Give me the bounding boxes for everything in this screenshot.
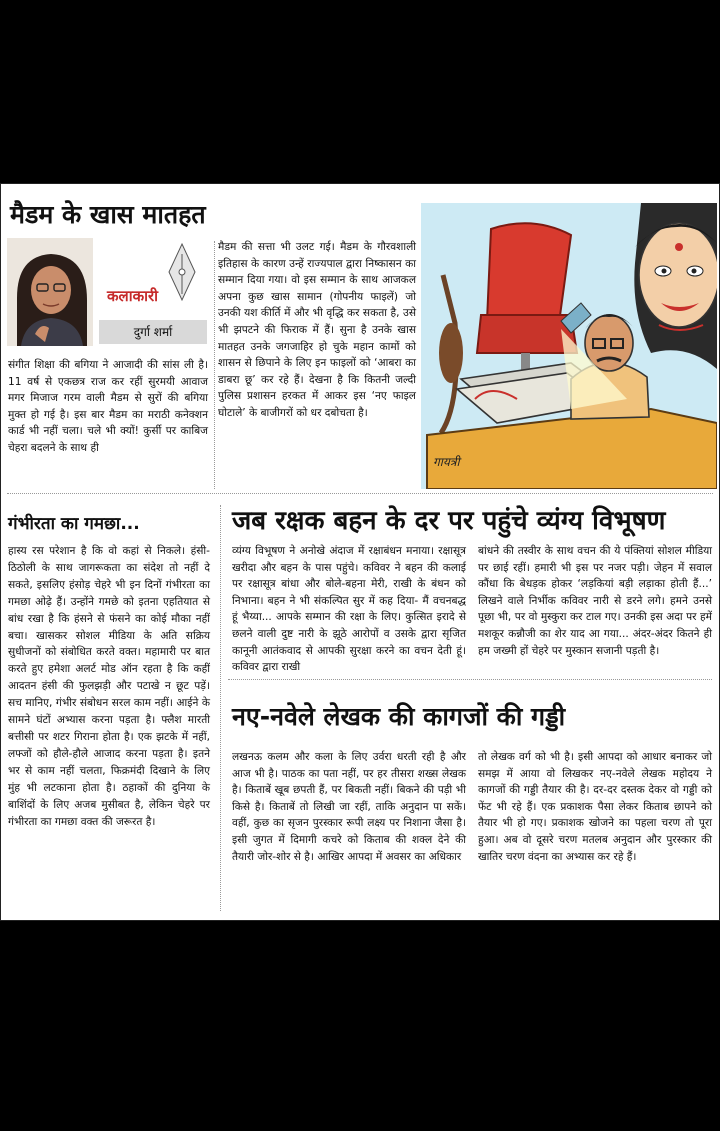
column-label-kalakari: कलाकारी xyxy=(107,287,159,305)
cartoon-image xyxy=(421,203,717,489)
article1-col1-text: संगीत शिक्षा की बगिया ने आजादी की सांस ली है। 11 वर्ष से एकछत्र राज कर रहीं सुरमयी आवाज मगर मिजाज गरम वाली मैडम से सुरों की बगिया मुक्त हो गई है। इस बार मैडम का मराठी कनेक्शन कार्ड भी नहीं चला। चले भी क्यों! कुर्सी पर काबिज चेहरा बदलने के साथ ही xyxy=(8,359,208,454)
headline-madam-ke-khaas-matahat: मैडम के खास मातहत xyxy=(10,200,206,229)
column-divider xyxy=(220,505,221,911)
article4-col1-text: लखनऊ कलम और कला के लिए उर्वरा धरती रही है और आज भी है। पाठक का पता नहीं, पर हर तीसरा शख्स लेखक है। किताबें खूब छपती हैं, पर बिकती नहीं। बिकने की पड़ी भी किसे है। किताबें तो लिखी जा रहीं, ताकि अनुदान पा सकें। वहीं, कुछ का सृजन पुरस्कार रूपी लक्ष्य पर निशाना जैसा है। इसी जुगत में दिमागी कचरे को किताब की शक्ल देने की तैयारी जोर-शोर से है। आखिर आपदा में अवसर का अधिकार xyxy=(232,751,466,863)
headline-naye-navele-lekhak: नए-नवेले लेखक की कागजों की गड्डी xyxy=(232,702,566,731)
section-divider xyxy=(7,493,713,494)
article3-col1-text: व्यंग्य विभूषण ने अनोखे अंदाज में रक्षाबंधन मनाया। रक्षासूत्र खरीदा और बहन के पास पहुंचे। कविवर ने बहन की कलाई पर रक्षासूत्र बांधा और बोले-बहना मेरी, राखी के बंधन को निभाना। बहन ने भी संकल्पित सुर में कह दिया- मैं वचनबद्ध हूं भैय्या... आपके सम्मान की रक्षा के लिए। कुत्सित इरादे से छलने वाली दुष्ट नारी के झूठे आरोपों व उसके द्वारा सृजित कानूनी आतंकवाद से आपकी सुरक्षा करने का वचन देती हूं। कविवर द्वारा राखी xyxy=(232,545,466,674)
section-divider xyxy=(228,679,712,680)
article1-column-1 xyxy=(8,357,208,457)
cartoonist-signature: गायत्री xyxy=(433,455,460,469)
fountain-pen-icon xyxy=(157,242,207,302)
author-box xyxy=(7,238,207,346)
article1-column-2 xyxy=(218,239,416,422)
article1-col2-text: मैडम की सत्ता भी उलट गई। मैडम के गौरवशाली इतिहास के कारण उन्हें राज्यपाल द्वारा निष्कासन का सम्मान दिया गया। वो इस सम्मान के साथ आजकल अपना कुछ खास सामान (गोपनीय फाइलें) जो उनकी यश कीर्ति में और भी वृद्धि कर सकता है, उसे भी झपटने की फिराक में हैं। सुना है उनके खास मातहत उनके जगजाहिर हो चुके महान कामों को शासन से छिपाने के लिए इन फाइलों को ‘आबरा का डाबरा छू’ कर रहे हैं। देखना है कि कितनी जल्दी पुलिस प्रशासन हरकत में आकर इस ‘नए फाइल घोटाले’ के बाजीगरों को धर दबोचता है। xyxy=(218,241,416,419)
headline-gambhirta-ka-gamchha: गंभीरता का गमछा... xyxy=(8,514,140,534)
article2-column xyxy=(8,543,210,830)
newspaper-clipping xyxy=(0,183,720,921)
cartoon-illustration xyxy=(421,203,717,489)
article3-col2-text: बांधने की तस्वीर के साथ वचन की ये पंक्तियां सोशल मीडिया पर छाई रहीं। हमारी भी इस पर नजर पड़ी। जेहन में सवाल कौंधा कि बेधड़क होकर ‘लड़कियां बड़ी लड़ाका होती हैं...’ लिखने वाले निर्भीक कविवर नारी से डरने लगे। हमने उनसे पूछा भी, पर वो मुस्कुरा कर टाल गए। उनकी इस अदा पर हमें मशकूर कन्नौजी का शेर याद आ गया... अंदर-अंदर कितने ही हम जख्मी हों चेहरे पर मुस्कान सजानी पड़ती है। xyxy=(478,545,712,657)
article4-col2-text: तो लेखक वर्ग को भी है। इसी आपदा को आधार बनाकर जो समझ में आया वो लिखकर नए-नवेले लेखक महोदय ने कागजों की गड्डी तैयार की है। दर-दर दस्तक देकर वो गड्डी को फेंट भी रहे हैं। एक प्रकाशक पैसा लेकर किताब छापने को तैयार भी हो गए। प्रकाशक खोजने का पहला चरण तो पूरा हुआ। अब वो दूसरे चरण मतलब अनुदान और पुरस्कार की खातिर चरण वंदना का अभ्यास कर रहे हैं। xyxy=(478,751,712,863)
article3-column-2 xyxy=(478,543,712,659)
author-photo xyxy=(7,238,93,346)
article3-column-1 xyxy=(232,543,466,676)
author-name: दुर्गा शर्मा xyxy=(99,320,207,344)
article2-text: हास्य रस परेशान है कि वो कहां से निकले। हंसी-ठिठोली के साथ जागरूकता का संदेश तो नहीं दे सकते, इसलिए हंसोड़ चेहरे भी इन दिनों गंभीरता का गमछा ओढ़े हैं। उन्होंने गमछे को इतना एहतियात से बांध रखा है कि हंसने से फंसने का कोई मौका नहीं बचा। खासकर सोशल मीडिया के अति सक्रिय सुधीजनों को संबोधित करते वक्त। महामारी पर बात करते हुए हमेशा अलर्ट मोड ऑन रहता है कि कहीं आदतन हंसी की फुलझड़ी और पटाखे न छूट पड़ें। सच मानिए, गंभीर संबोधन सरल काम नहीं। आईने के सामने घंटों अभ्यास करना पड़ता है। फ्लैश मारती बत्तीसी पर शटर गिराना होता है। एक झटके में नहीं, लफ्जों को हौले-हौले आजाद करना पड़ता है। इतने भर से काम नहीं चलता, फिक्रमंदी दिखाने के लिए मुंह भी लटकाना होता है। ठहाकों की दुनिया के बाशिंदों के लिए अजब मुसीबत है, लेकिन चेहरे पर गंभीरता का गमछा वक्त की जरूरत है। xyxy=(8,545,210,828)
article4-column-2 xyxy=(478,749,712,865)
headline-jab-rakshak-bahan-ke-dar: जब रक्षक बहन के दर पर पहुंचे व्यंग्य विभूषण xyxy=(232,506,666,536)
article4-column-1 xyxy=(232,749,466,865)
column-divider xyxy=(214,241,215,489)
author-photo-image xyxy=(7,238,93,346)
